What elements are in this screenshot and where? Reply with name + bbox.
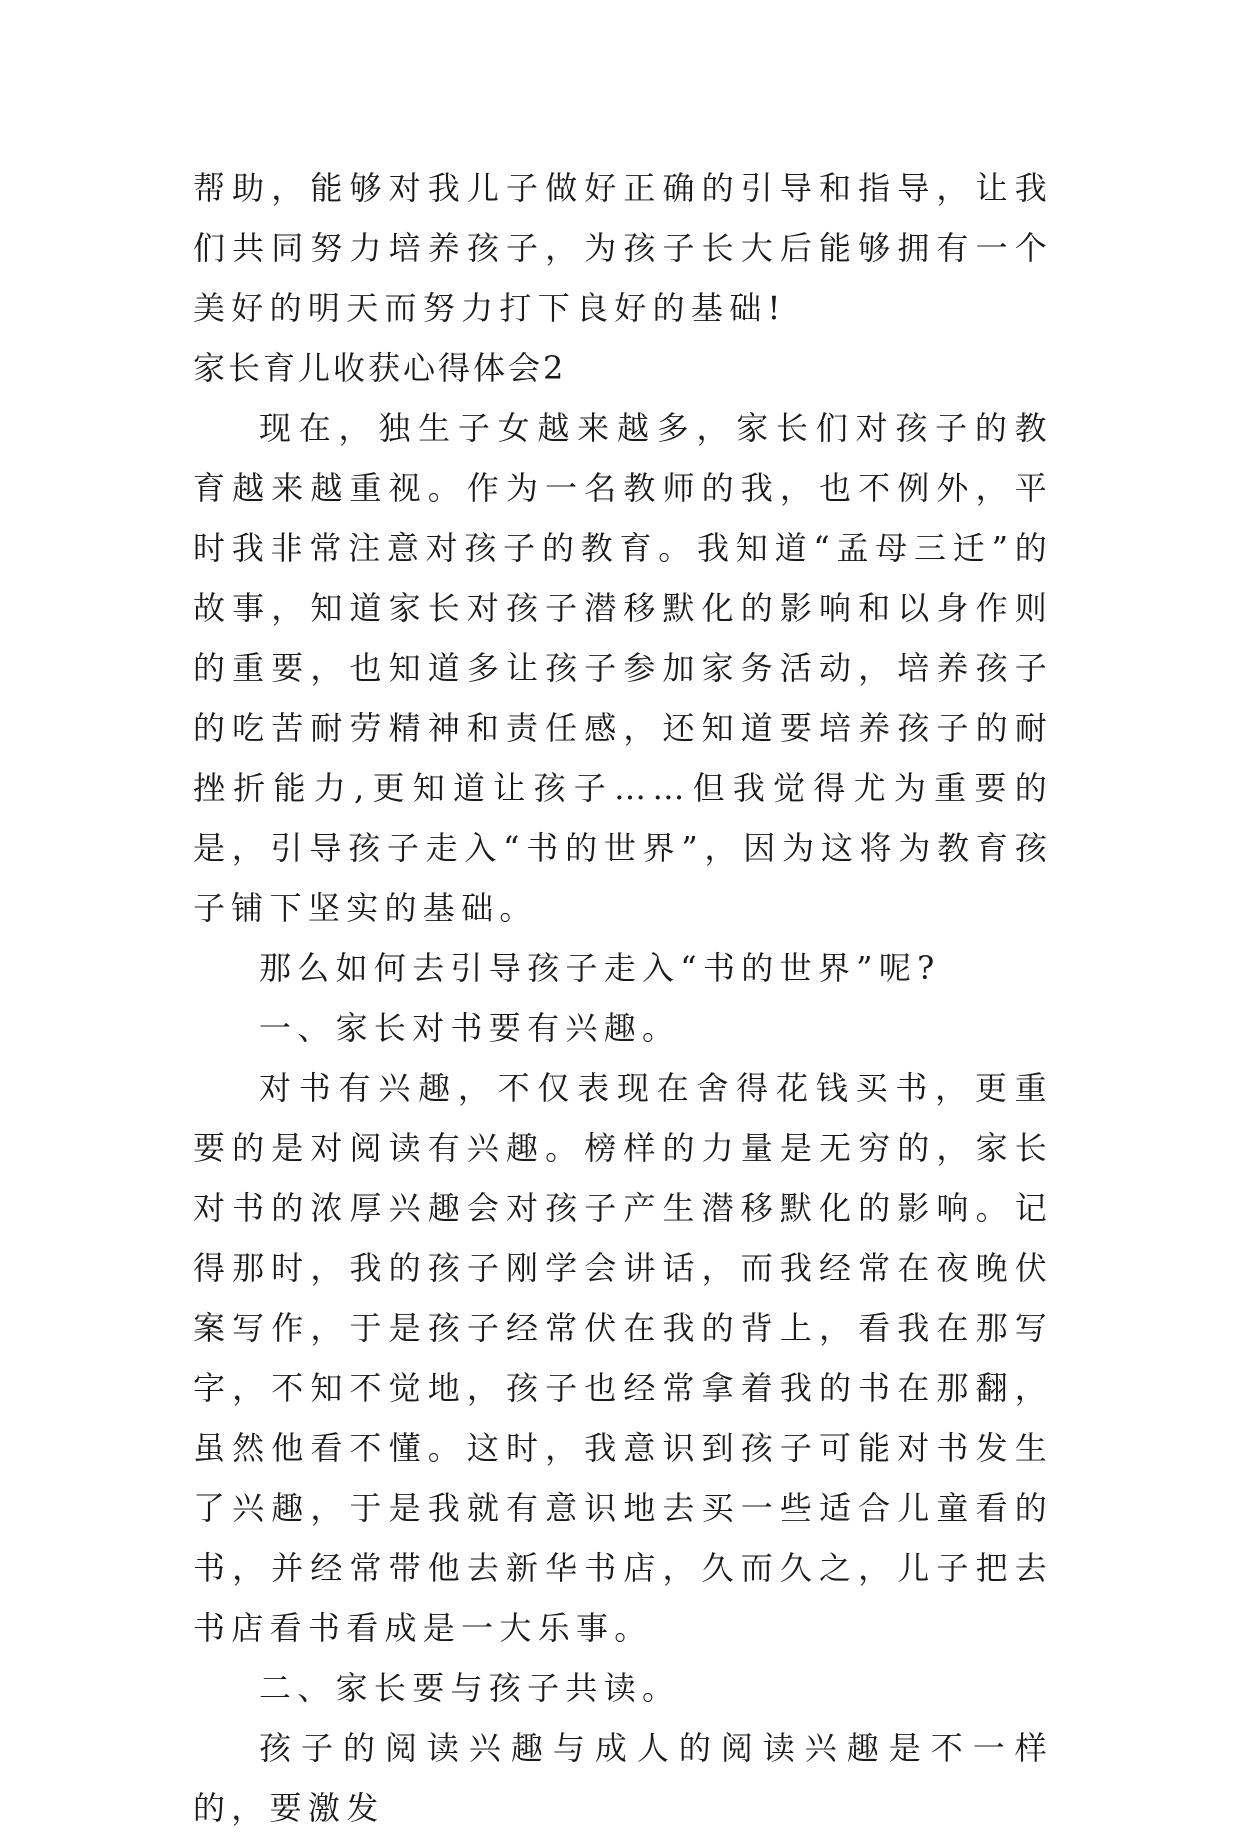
paragraph-2: 那么如何去引导孩子走入“书的世界”呢? bbox=[259, 949, 941, 987]
paragraph-6: 孩子的阅读兴趣与成人的阅读兴趣是不一样的，要激发 bbox=[193, 1729, 1053, 1827]
section-heading: 家长育儿收获心得体会2 bbox=[193, 349, 567, 387]
paragraph-4: 对书有兴趣，不仅表现在舍得花钱买书，更重要的是对阅读有兴趣。榜样的力量是无穷的，家长对书的浓厚兴趣会对孩子产生潜移默化的影响。记得那时，我的孩子刚学会讲话，而我经常在夜晚伏案写作，于是孩子经常伏在我的背上，看我在那写字，不知不觉地，孩子也经常拿着我的书在那翻，虽然他看不懂。这时，我意识到孩子可能对书发生了兴趣，于是我就有意识地去买一些适合儿童看的书，并经常带他去新华书店，久而久之，儿子把去书店看书看成是一大乐事。 bbox=[193, 1069, 1053, 1647]
paragraph-1: 现在，独生子女越来越多，家长们对孩子的教育越来越重视。作为一名教师的我，也不例外，平时我非常注意对孩子的教育。我知道“孟母三迁”的故事，知道家长对孩子潜移默化的影响和以身作则的重要，也知道多让孩子参加家务活动，培养孩子的吃苦耐劳精神和责任感，还知道要培养孩子的耐挫折能力,更知道让孩子……但我觉得尤为重要的是，引导孩子走入“书的世界”，因为这将为教育孩子铺下坚实的基础。 bbox=[193, 409, 1053, 927]
subheading-1: 一、家长对书要有兴趣。 bbox=[259, 1009, 681, 1047]
subheading-2: 二、家长要与孩子共读。 bbox=[259, 1669, 681, 1707]
paragraph-intro-tail: 帮助，能够对我儿子做好正确的引导和指导，让我们共同努力培养孩子，为孩子长大后能够拥有一个美好的明天而努力打下良好的基础! bbox=[193, 169, 1053, 327]
document-body bbox=[193, 158, 1053, 1838]
